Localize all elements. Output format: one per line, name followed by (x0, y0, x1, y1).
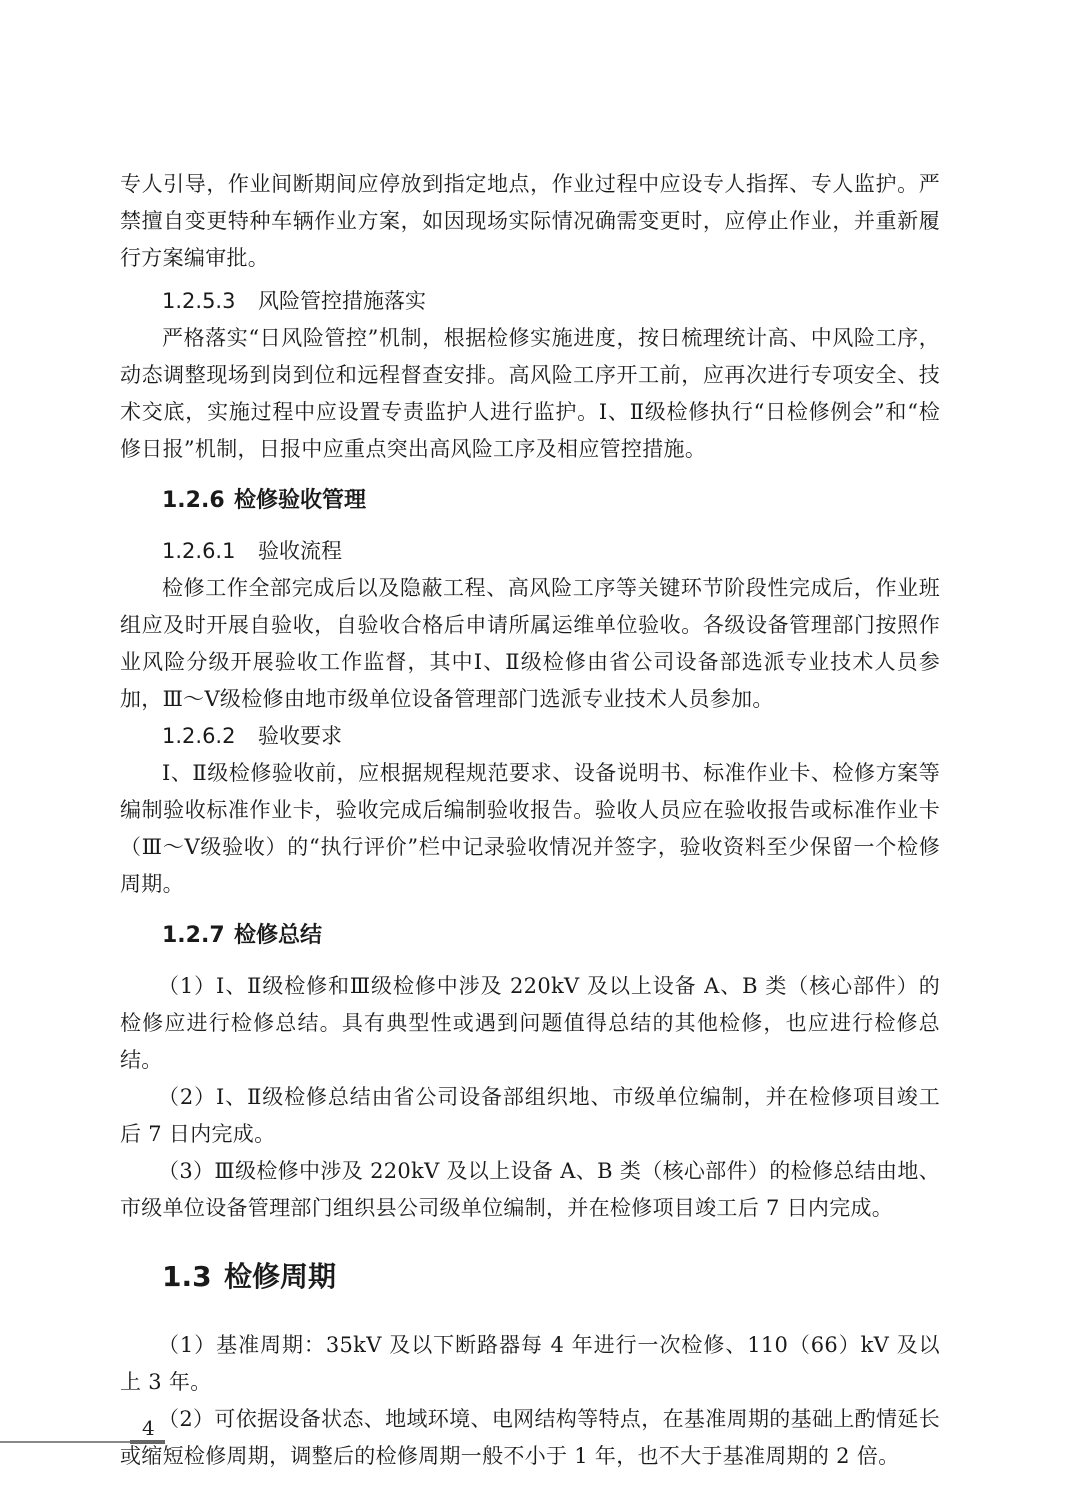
paragraph-risk-control: 严格落实“日风险管控”机制，根据检修实施进度，按日梳理统计高、中风险工序，动态调整现场到岗到位和远程督查安排。高风险工序开工前，应再次进行专项安全、技术交底，实施过程中应设置专责监护人进行监护。Ⅰ、Ⅱ级检修执行“日检修例会”和“检修日报”机制，日报中应重点突出高风险工序及相应管控措施。 (120, 326, 940, 461)
heading-1-3 (120, 1257, 940, 1297)
section-title: 风险管控措施落实 (258, 289, 426, 313)
heading-1-2-6-1 (120, 533, 940, 570)
list-item-summary-2: （2）Ⅰ、Ⅱ级检修总结由省公司设备部组织地、市级单位编制，并在检修项目竣工后 7 日内完成。 (120, 1085, 940, 1146)
section-number: 1.2.6.1 (162, 539, 236, 563)
list-item-cycle-1: （1）基准周期：35kV 及以下断路器每 4 年进行一次检修、110（66）kV 及以上 3 年。 (120, 1333, 940, 1394)
section-title: 验收流程 (258, 539, 342, 563)
section-number: 1.2.6 (162, 488, 225, 513)
paragraph-acceptance-requirements: Ⅰ、Ⅱ级检修验收前，应根据规程规范要求、设备说明书、标准作业卡、检修方案等编制验收标准作业卡，验收完成后编制验收报告。验收人员应在验收报告或标准作业卡（Ⅲ～Ⅴ级验收）的“执行评价”栏中记录验收情况并签字，验收资料至少保留一个检修周期。 (120, 761, 940, 896)
section-number: 1.2.5.3 (162, 289, 236, 313)
page-footer (0, 1410, 170, 1450)
list-item-summary-1: （1）Ⅰ、Ⅱ级检修和Ⅲ级检修中涉及 220kV 及以上设备 A、B 类（核心部件）的检修应进行检修总结。具有典型性或遇到问题值得总结的其他检修，也应进行检修总结。 (120, 974, 940, 1072)
list-item-summary-3: （3）Ⅲ级检修中涉及 220kV 及以上设备 A、B 类（核心部件）的检修总结由地、市级单位设备管理部门组织县公司级单位编制，并在检修项目竣工后 7 日内完成。 (120, 1159, 940, 1220)
page-content (120, 166, 940, 1475)
section-number: 1.2.7 (162, 923, 225, 948)
paragraph-continuation: 专人引导，作业间断期间应停放到指定地点，作业过程中应设专人指挥、专人监护。严禁擅自变更特种车辆作业方案，如因现场实际情况确需变更时，应停止作业，并重新履行方案编审批。 (120, 172, 940, 270)
heading-1-2-7 (120, 917, 940, 954)
list-item-cycle-2: （2）可依据设备状态、地域环境、电网结构等特点，在基准周期的基础上酌情延长或缩短检修周期，调整后的检修周期一般不小于 1 年，也不大于基准周期的 2 倍。 (120, 1407, 940, 1468)
heading-1-2-6 (120, 482, 940, 519)
heading-1-2-5-3 (120, 283, 940, 320)
section-number: 1.3 (162, 1260, 212, 1293)
page-number: 4 (142, 1416, 155, 1440)
heading-1-2-6-2 (120, 718, 940, 755)
section-title: 检修周期 (224, 1260, 337, 1293)
section-title: 检修总结 (234, 923, 323, 948)
section-title: 检修验收管理 (234, 488, 367, 513)
section-title: 验收要求 (258, 724, 342, 748)
paragraph-acceptance-process: 检修工作全部完成后以及隐蔽工程、高风险工序等关键环节阶段性完成后，作业班组应及时开展自验收，自验收合格后申请所属运维单位验收。各级设备管理部门按照作业风险分级开展验收工作监督，其中Ⅰ、Ⅱ级检修由省公司设备部选派专业技术人员参加，Ⅲ～Ⅴ级检修由地市级单位设备管理部门选派专业技术人员参加。 (120, 576, 940, 711)
footer-rule-accent (130, 1440, 165, 1444)
section-number: 1.2.6.2 (162, 724, 236, 748)
